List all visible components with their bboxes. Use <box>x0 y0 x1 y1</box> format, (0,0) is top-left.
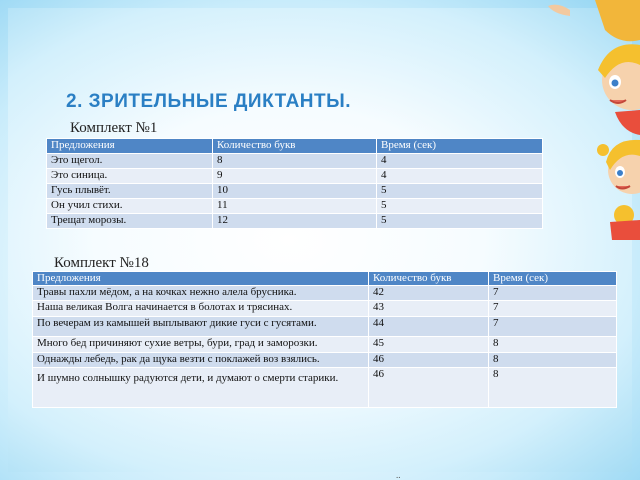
set2-table <box>32 271 617 408</box>
header-sentences: Предложения <box>33 272 369 286</box>
table-row <box>47 169 543 184</box>
cell-sentence: Это щегол. <box>47 154 213 169</box>
cell-time: 5 <box>377 199 543 214</box>
cell-time: 4 <box>377 154 543 169</box>
cell-time: 8 <box>489 368 617 408</box>
cell-letter-count: 42 <box>369 286 489 301</box>
table-row <box>33 286 617 301</box>
cartoon-kids-illustration <box>540 0 640 240</box>
cell-letter-count: 44 <box>369 317 489 337</box>
cell-letter-count: 46 <box>369 353 489 368</box>
cell-sentence: Трещат морозы. <box>47 214 213 229</box>
header-letter-count: Количество букв <box>369 272 489 286</box>
cell-letter-count: 10 <box>213 184 377 199</box>
table-row <box>47 184 543 199</box>
cell-time: 8 <box>489 353 617 368</box>
cell-time: 8 <box>489 337 617 353</box>
cell-sentence: Он учил стихи. <box>47 199 213 214</box>
table-header-row <box>47 139 543 154</box>
cell-sentence: Однажды лебедь, рак да щука везти с поклажей воз взялись. <box>33 353 369 368</box>
table-row <box>33 301 617 317</box>
header-time: Время (сек) <box>489 272 617 286</box>
cell-sentence: По вечерам из камышей выплывают дикие гуси с гусятами. <box>33 317 369 337</box>
cell-sentence: Гусь плывёт. <box>47 184 213 199</box>
table-row <box>33 353 617 368</box>
table-row <box>47 214 543 229</box>
header-time: Время (сек) <box>377 139 543 154</box>
table-row <box>33 368 617 408</box>
set1-table <box>46 138 543 229</box>
cell-letter-count: 8 <box>213 154 377 169</box>
cell-letter-count: 11 <box>213 199 377 214</box>
table-row <box>33 337 617 353</box>
cell-sentence: Наша великая Волга начинается в болотах и трясинах. <box>33 301 369 317</box>
table-row <box>47 154 543 169</box>
cell-sentence: Это синица. <box>47 169 213 184</box>
cell-sentence: И шумно солнышку радуются дети, и думают о смерти старики. <box>33 368 369 408</box>
cell-time: 7 <box>489 286 617 301</box>
cell-letter-count: 43 <box>369 301 489 317</box>
slide <box>8 8 632 480</box>
cell-letter-count: 45 <box>369 337 489 353</box>
cell-sentence: Травы пахли мёдом, а на кочках нежно алела брусника. <box>33 286 369 301</box>
cell-letter-count: 12 <box>213 214 377 229</box>
header-letter-count: Количество букв <box>213 139 377 154</box>
header-sentences: Предложения <box>47 139 213 154</box>
table-row <box>33 317 617 337</box>
table-row <box>47 199 543 214</box>
cell-time: 5 <box>377 184 543 199</box>
cell-letter-count: 46 <box>369 368 489 408</box>
slide-title: 2. ЗРИТЕЛЬНЫЕ ДИКТАНТЫ. <box>66 91 351 112</box>
cell-time: 4 <box>377 169 543 184</box>
set1-label: Комплект №1 <box>70 120 158 136</box>
table-header-row <box>33 272 617 286</box>
cell-letter-count: 9 <box>213 169 377 184</box>
cell-time: 7 <box>489 301 617 317</box>
footer-dots: .. <box>396 470 401 480</box>
set2-label: Комплект №18 <box>54 255 149 271</box>
cell-sentence: Много бед причиняют сухие ветры, бури, град и заморозки. <box>33 337 369 353</box>
cell-time: 7 <box>489 317 617 337</box>
cell-time: 5 <box>377 214 543 229</box>
